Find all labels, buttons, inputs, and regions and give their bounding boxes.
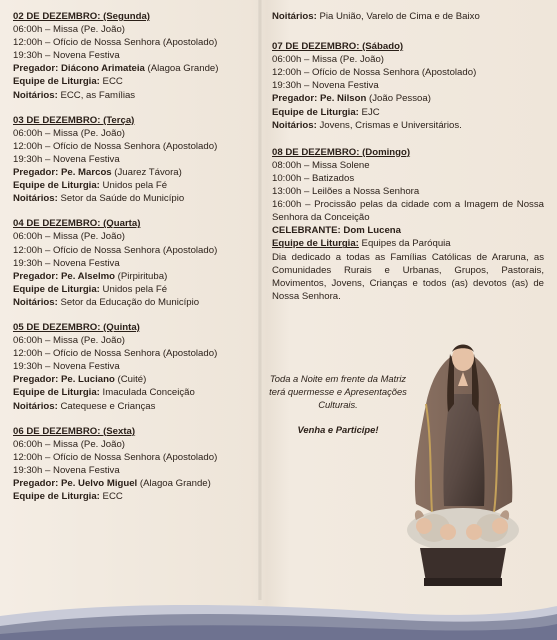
- day-title: 08 DE DEZEMBRO: (Domingo): [272, 146, 411, 158]
- day-08: [272, 146, 544, 303]
- preacher-label: Pregador: Diácono Arimateia: [13, 63, 145, 75]
- schedule-line: 08:00h – Missa Solene: [272, 159, 370, 171]
- preacher-origin: (Pirpirituba): [115, 270, 168, 282]
- dedication-text: Dia dedicado a todas as Famílias Católicas de Araruna, as Comunidades Rurais e Urbanas, Grupos, Pastorais, Movimentos, Jovens, Crianças e todos (as) devotos (as) de Nossa Senhora.: [272, 251, 544, 302]
- liturgy-label: Equipe de Liturgia:: [13, 491, 100, 503]
- noitarios-line: [13, 400, 253, 413]
- liturgy-line: [13, 179, 253, 192]
- noitarios-label: Noitários:: [272, 11, 317, 22]
- noitarios-label: Noitários:: [13, 296, 58, 308]
- day-title: 05 DE DEZEMBRO: (Quinta): [13, 321, 140, 333]
- preacher-line: [13, 373, 253, 386]
- noitarios-line: [13, 89, 253, 102]
- schedule-line: 06:00h – Missa (Pe. João): [13, 127, 125, 139]
- noitarios-label: Noitários:: [13, 400, 58, 412]
- schedule-line: 06:00h – Missa (Pe. João): [13, 438, 125, 450]
- day-title: 03 DE DEZEMBRO: (Terça): [13, 114, 135, 126]
- page-fold: [258, 0, 262, 600]
- liturgy-line: [272, 106, 544, 119]
- bottom-wave-decoration: [0, 596, 557, 640]
- liturgy-line: [13, 490, 253, 503]
- noitarios-value: Jovens, Crismas e Universitários.: [316, 119, 462, 131]
- liturgy-team: Unidos pela Fé: [99, 283, 168, 295]
- promo-cta: Venha e Participe!: [297, 424, 379, 435]
- day-06: [13, 425, 253, 504]
- preacher-origin: (Alagoa Grande): [144, 63, 219, 75]
- liturgy-label: Equipe de Liturgia:: [272, 106, 359, 118]
- noitarios-line: [272, 10, 544, 23]
- schedule-line: 12:00h – Ofício de Nossa Senhora (Apostolado): [13, 451, 218, 463]
- schedule-line: 12:00h – Ofício de Nossa Senhora (Apostolado): [13, 140, 218, 152]
- preacher-origin: (Juarez Távora): [111, 167, 182, 179]
- preacher-label: Pregador: Pe. Nilson: [272, 93, 367, 105]
- schedule-line: 12:00h – Ofício de Nossa Senhora (Apostolado): [13, 348, 218, 360]
- day-title: 07 DE DEZEMBRO: (Sábado): [272, 41, 404, 53]
- day-07: [272, 40, 544, 132]
- schedule-line: 19:30h – Novena Festiva: [272, 80, 379, 92]
- noitarios-label: Noitários:: [13, 193, 58, 205]
- schedule-line: 06:00h – Missa (Pe. João): [13, 231, 125, 243]
- preacher-label: Pregador: Pe. Uelvo Miguel: [13, 478, 138, 489]
- liturgy-line: [13, 386, 253, 399]
- noitarios-value: Setor da Saúde do Município: [57, 193, 185, 205]
- liturgy-label: Equipe de Liturgia:: [13, 387, 100, 399]
- preacher-label: Pregador: Pe. Luciano: [13, 374, 115, 386]
- liturgy-line: [13, 75, 253, 88]
- schedule-line: 19:30h – Novena Festiva: [13, 361, 120, 373]
- liturgy-team: EJC: [358, 106, 380, 118]
- noitarios-label: Noitários:: [13, 89, 58, 101]
- festival-promo: [268, 372, 408, 436]
- schedule-right-column: [272, 10, 544, 315]
- preacher-line: [13, 166, 253, 179]
- day-title: 06 DE DEZEMBRO: (Sexta): [13, 425, 136, 437]
- day-05: [13, 321, 253, 413]
- celebrant-line: CELEBRANTE: Dom Lucena: [272, 225, 401, 237]
- noitarios-line: [272, 119, 544, 132]
- noitarios-line: [13, 296, 253, 309]
- noitarios-value: ECC, as Famílias: [57, 89, 136, 101]
- noitarios-value: Pia União, Varelo de Cima e de Baixo: [316, 11, 480, 22]
- noitarios-value: Catequese e Crianças: [57, 400, 156, 412]
- schedule-line: 19:30h – Novena Festiva: [13, 153, 120, 165]
- liturgy-team: Imaculada Conceição: [99, 387, 195, 399]
- preacher-line: [13, 477, 253, 490]
- liturgy-label: Equipe de Liturgia:: [272, 238, 359, 250]
- day-title: 02 DE DEZEMBRO: (Segunda): [13, 11, 150, 22]
- noitarios-label: Noitários:: [272, 119, 317, 131]
- preacher-origin: (Cuité): [114, 374, 147, 386]
- schedule-line: 12:00h – Ofício de Nossa Senhora (Apostolado): [13, 37, 218, 49]
- day-04: [13, 217, 253, 309]
- liturgy-label: Equipe de Liturgia:: [13, 180, 100, 192]
- preacher-origin: (João Pessoa): [366, 93, 431, 105]
- our-lady-statue-image: [402, 334, 524, 588]
- schedule-line: 12:00h – Ofício de Nossa Senhora (Apostolado): [272, 67, 477, 79]
- schedule-left-column: [13, 10, 253, 515]
- preacher-line: [13, 62, 253, 75]
- day-03: [13, 114, 253, 206]
- liturgy-label: Equipe de Liturgia:: [13, 283, 100, 295]
- liturgy-team: Equipes da Paróquia: [358, 238, 451, 250]
- preacher-label: Pregador: Pe. Marcos: [13, 167, 112, 179]
- schedule-line: 13:00h – Leilões a Nossa Senhora: [272, 186, 420, 198]
- procession-line: 16:00h – Procissão pelas da cidade com a Imagem de Nossa Senhora da Conceição: [272, 199, 544, 224]
- preacher-origin: (Alagoa Grande): [137, 478, 211, 489]
- noitarios-line: [13, 192, 253, 205]
- liturgy-line: [13, 283, 253, 296]
- schedule-line: 06:00h – Missa (Pe. João): [13, 24, 125, 36]
- schedule-line: 19:30h – Novena Festiva: [13, 257, 120, 269]
- noitarios-value: Setor da Educação do Município: [57, 296, 200, 308]
- promo-text: Toda a Noite em frente da Matriz terá quermesse e Apresentações Culturais.: [269, 373, 407, 410]
- preacher-line: [272, 92, 544, 105]
- liturgy-team: ECC: [99, 491, 123, 503]
- day-02: [13, 10, 253, 102]
- liturgy-line: [272, 237, 544, 250]
- liturgy-team: Unidos pela Fé: [99, 180, 168, 192]
- schedule-line: 10:00h – Batizados: [272, 172, 355, 184]
- schedule-line: 19:30h – Novena Festiva: [13, 50, 120, 62]
- preacher-line: [13, 270, 253, 283]
- schedule-line: 12:00h – Ofício de Nossa Senhora (Apostolado): [13, 244, 218, 256]
- day-title: 04 DE DEZEMBRO: (Quarta): [13, 218, 141, 230]
- day-06-continued: [272, 10, 544, 23]
- schedule-line: 06:00h – Missa (Pe. João): [272, 54, 384, 66]
- preacher-label: Pregador: Pe. Alselmo: [13, 270, 116, 282]
- schedule-line: 19:30h – Novena Festiva: [13, 464, 120, 476]
- liturgy-label: Equipe de Liturgia:: [13, 76, 100, 88]
- schedule-line: 06:00h – Missa (Pe. João): [13, 335, 125, 347]
- liturgy-team: ECC: [99, 76, 123, 88]
